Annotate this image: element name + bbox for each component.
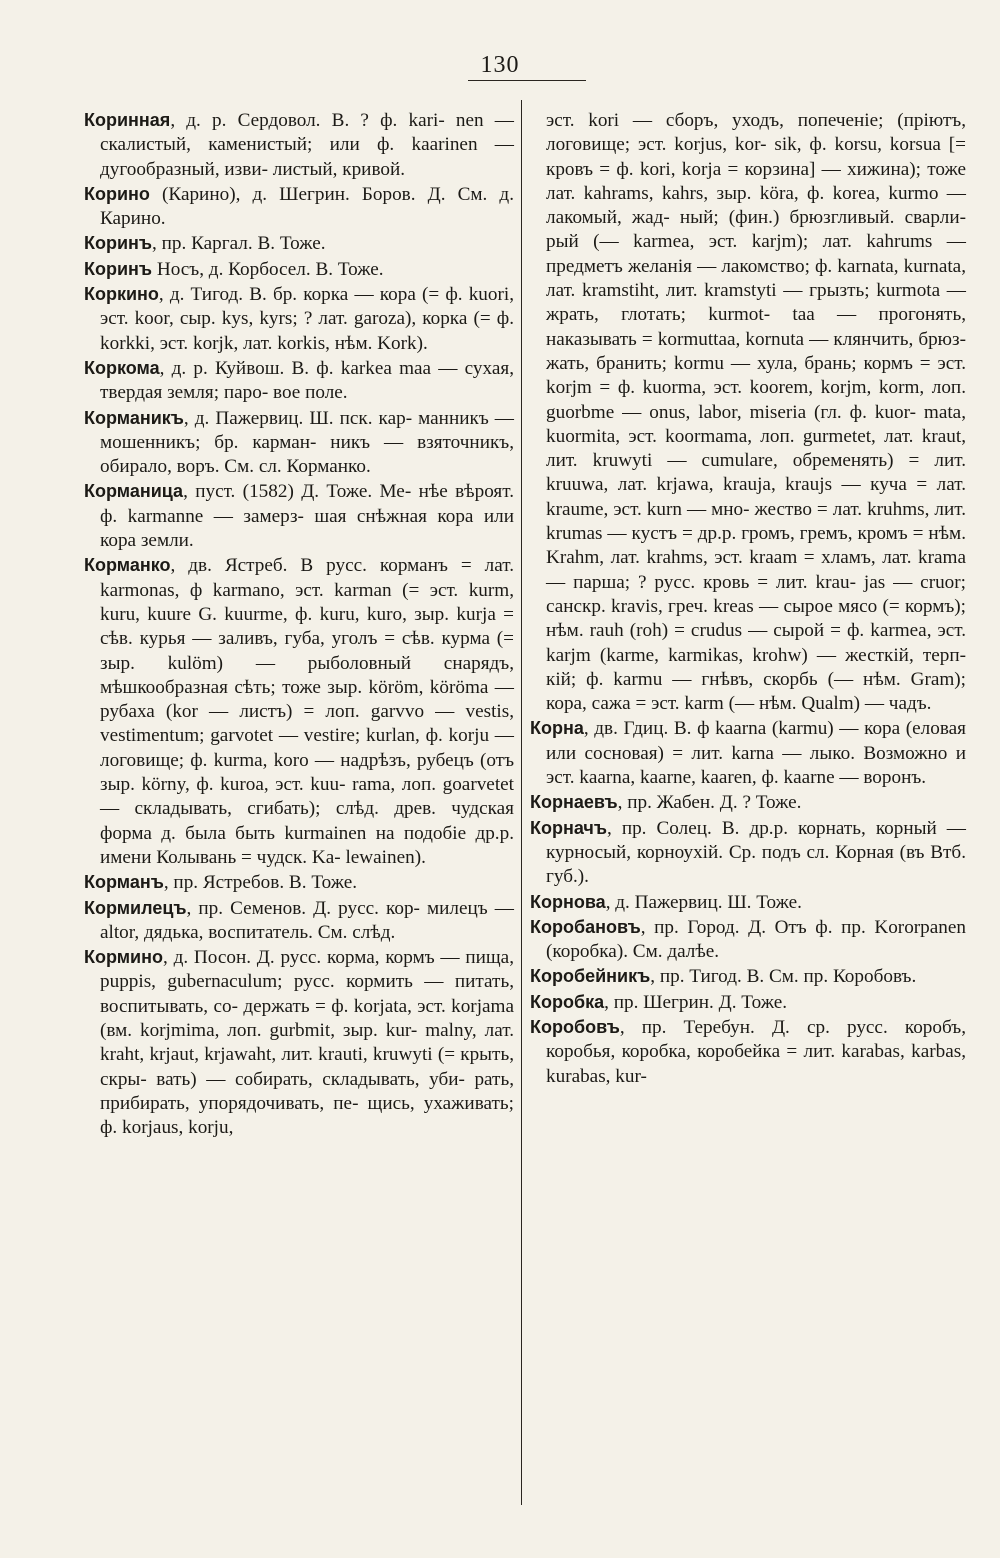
dictionary-entry	[530, 790, 966, 815]
entry-text: эст. kori — сборъ, уходъ, попеченіе; (пріютъ, логовище; эст. korjus, kor- sik, ф. korsu, korsua [= кровъ = ф. kori, korja = корзина] — хижина); тоже лат. kahrams, kahrs, зыр. köra, ф. korea, kurmo — лакомый, жад- ный; (фин.) брюзгливый. сварли- рый (— karmea, эст. karjm); лат. kahrums — предметъ желанія — лакомство; ф. karnata, kurnata, лат. kramstiht, лит. kramstyti — грызть; kurmota — жрать, глотать; kurmot- taa — прогонять, наказывать = kormuttaa, kornuta — клянчить, брюз- жать, бранить; kormu — хула, брань; кормъ = эст. korjm = ф. kuorma, эст. koorem, korjm, korm, лоп. guorbme — onus, labor, miseria (гл. ф. kuor- mata, kuormita, эст. koormama, лоп. gurmetet, лат. kraut, лит. kruwyti — cumulare, обременять) = лит. kruuwa, лат. krjawa, krauja, kraujs — куча = лат. kraume, эст. kurn — мно- жество = лат. kruhms, лит. krumas — кустъ = др.р. громъ, гремъ, кромъ = нѣм. Krahm, лат. krahms, эст. kraam = хламъ, лат. krama — парша; ? русс. кровь = лит. krau- jas — cruor; санскр. kravis, греч. kreas — сырое мясо (= кормъ); нѣм. rauh (roh) = crudus — сырой = ф. karmea, эст. karjm (karme, karmikas, krohw) — жесткій, терп- кій; ф. karmu — гнѣвъ, скорбь (— нѣм. Gram); кора, сажа = эст. karm (— нѣм. Qualm) — чадъ.	[546, 110, 966, 715]
dictionary-entry-continued	[530, 108, 966, 716]
headword: Корманко	[84, 555, 171, 576]
headword: Коробановъ	[530, 916, 641, 937]
entry-text: (Карино), д. Шегрин. Боров. Д. См. д. Карино.	[100, 183, 514, 230]
column-divider	[521, 100, 522, 1505]
headword: Корна	[530, 718, 584, 739]
dictionary-entry	[530, 915, 966, 965]
entry-text: , пр. Каргал. В. Тоже.	[152, 233, 326, 255]
dictionary-entry	[530, 816, 966, 890]
headword: Кормино	[84, 947, 163, 968]
entry-text: , пр. Тигод. В. См. пр. Коробовъ.	[650, 966, 917, 988]
entry-text: , д. Пажервиц. Ш. пск. кар- манникъ — мошенникъ; бр. карман- никъ — взяточникъ, обирало, воръ. См. сл. Корманко.	[100, 407, 514, 478]
entry-text: , пр. Солец. В. др.р. корнать, корный — курносый, корноухій. Ср. подъ сл. Корная (въ Втб. губ.).	[546, 817, 966, 888]
entry-text: , пр. Семенов. Д. русс. кор- милецъ — altor, дядька, воспитатель. См. слѣд.	[100, 897, 514, 943]
dictionary-entry	[530, 716, 966, 790]
entry-text: , пр. Теребун. Д. ср. русс. коробъ, коробья, коробка, коробейка = лит. karabas, karbas, kurabas, kur-	[546, 1016, 966, 1087]
dictionary-entry	[84, 945, 514, 1140]
entry-text: , д. Посон. Д. русс. корма, кормъ — пища, puppis, gubernaculum; русс. кормить — питать, воспитывать, со- держать = ф. korjata, эст. korjama (вм. korjmima, лоп. gurbmit, зыр. kur- malny, лат. kraht, krjaut, krjawaht, лит. krauti, kruwyti (= крыть, скры- вать) — собирать, складывать, уби- рать, прибирать, упорядочивать, пе- щись, ухаживать; ф. korjaus, korju,	[100, 947, 514, 1139]
entry-text: , дв. Гдиц. В. ф kaarna (karmu) — кора (еловая или сосновая) = лит. karna — лыко. Возможно и эст. kaarna, kaarne, kaaren, ф. kaarne — воронъ.	[546, 718, 966, 789]
entry-text: , д. р. Куйвош. В. ф. karkea maa — сухая, твердая земля; паро- вое поле.	[100, 357, 514, 404]
headword: Корино	[84, 183, 150, 204]
entry-text: , пр. Ястребов. В. Тоже.	[163, 872, 358, 894]
entry-text: , дв. Ястреб. В русс. корманъ = лат. karmonas, ф karmano, эст. karman (= эст. kurm, kuru, kuure G. kuurme, ф. kuru, kuro, зыр. kurja = сѣв. курья — заливъ, губа, уголъ = сѣв. курма (= зыр. kulöm) — рыболовный снарядъ, мѣшкообразная сѣть; тоже зыр. köröm, köröma — рубаха (kor — листъ) = лоп. garvvo — vestis, vestimentum; garvotet — vestire; kurlan, ф. korju — логовище; ф. kurma, koro — надрѣзъ, рубецъ (отъ зыр. körny, ф. kuroa, эст. kuu- rama, лоп. goarvetet — складывать, сгибать); слѣд. древ. чудская форма д. была быть kurmainen на подобіе др.р. имени Колывань = чудск. Ka- lewainen).	[100, 555, 514, 868]
entry-text: , пуст. (1582) Д. Тоже. Ме- нѣе вѣроят. ф. karmanne — замерз- шая снѣжная кора или кора земли.	[100, 481, 514, 552]
headword: Корманъ	[84, 872, 164, 893]
entry-text: , д. Тигод. В. бр. корка — кора (= ф. kuori, эст. koor, сыр. kys, kyrs; ? лат. garoza), корка (= ф. korkki, эст. korjk, лат. korkis, нѣм. Kork).	[100, 284, 514, 354]
page-number: 130	[480, 52, 520, 78]
dictionary-entry	[530, 964, 966, 989]
dictionary-entry	[530, 1015, 966, 1089]
dictionary-entry	[84, 282, 514, 356]
headword: Коринная	[84, 110, 171, 130]
headword: Корманикъ	[84, 407, 184, 428]
dictionary-entry	[84, 406, 514, 480]
dictionary-entry	[84, 182, 514, 232]
headword: Коркома	[84, 357, 160, 378]
dictionary-entry	[84, 896, 514, 946]
left-column	[84, 108, 514, 1140]
headword: Корначъ	[530, 817, 607, 838]
dictionary-entry	[84, 257, 514, 282]
dictionary-entry	[84, 479, 514, 553]
dictionary-entry	[84, 231, 514, 256]
headword: Корманица	[84, 481, 184, 502]
entry-text: , пр. Жабен. Д. ? Тоже.	[617, 792, 802, 814]
headword: Коринъ	[84, 258, 153, 279]
headword: Корнаевъ	[530, 792, 618, 813]
dictionary-entry	[84, 356, 514, 406]
entry-text: , пр. Город. Д. Отъ ф. пр. Kororpanen (коробка). См. далѣе.	[546, 916, 966, 963]
headword: Корнова	[530, 891, 606, 912]
right-column	[530, 108, 966, 1089]
page-number-rule	[468, 80, 586, 81]
dictionary-entry	[530, 890, 966, 915]
headword: Коробовъ	[530, 1016, 620, 1037]
entry-text: , д. р. Сердовол. В. ? ф. kari- nen — скалистый, каменистый; или ф. kaarinen — дугообразный, изви- листый, кривой.	[100, 110, 514, 180]
entry-text: , пр. Шегрин. Д. Тоже.	[604, 991, 788, 1013]
dictionary-entry	[84, 108, 514, 182]
dictionary-entry	[530, 990, 966, 1015]
dictionary-entry	[84, 553, 514, 870]
headword: Коробка	[530, 991, 605, 1012]
dictionary-entry	[84, 870, 514, 895]
headword: Коробейникъ	[530, 966, 651, 987]
headword: Кормилецъ	[84, 897, 187, 918]
entry-text: , д. Пажервиц. Ш. Тоже.	[605, 891, 802, 913]
headword: Коркино	[84, 284, 159, 305]
headword: Коринъ	[84, 233, 153, 254]
entry-text: Носъ, д. Корбосел. В. Тоже.	[152, 258, 384, 280]
